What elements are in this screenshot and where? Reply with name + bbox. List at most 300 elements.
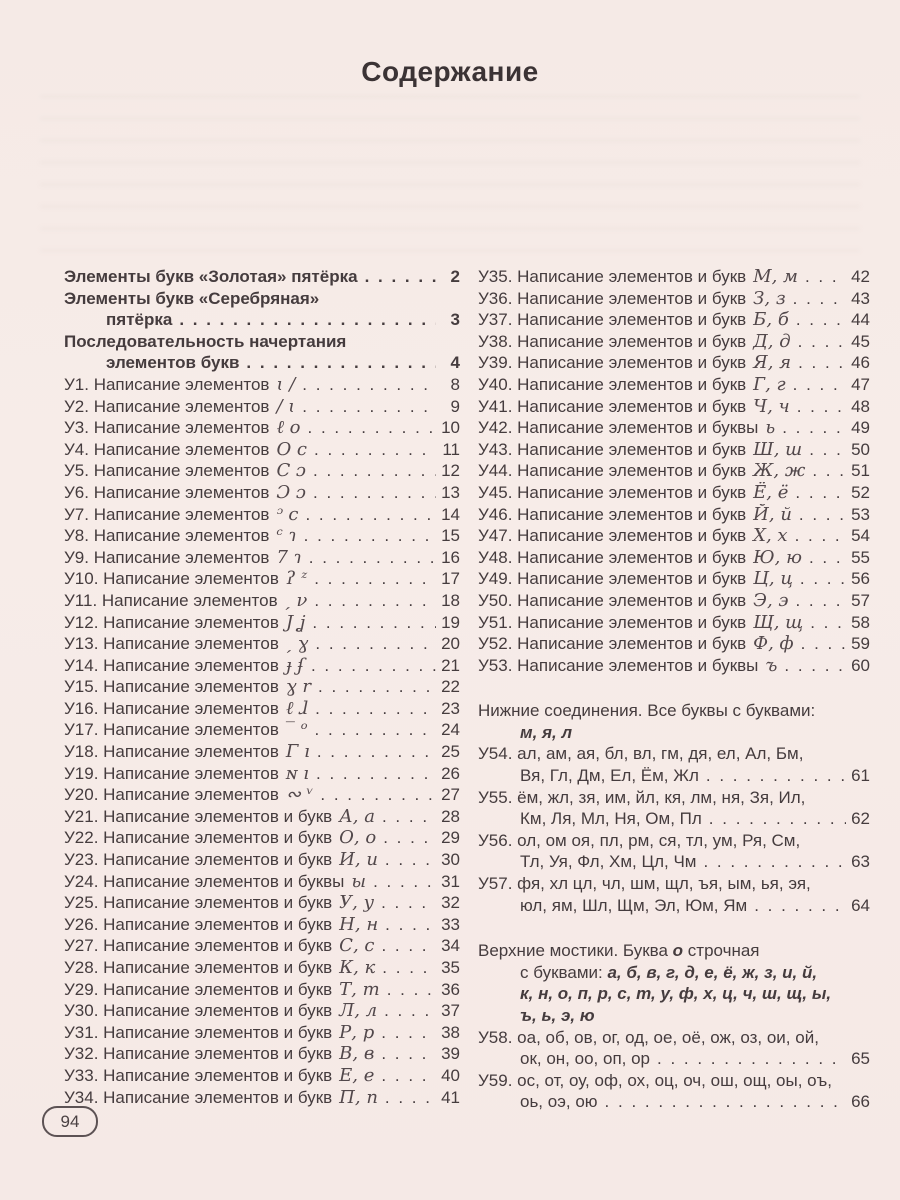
cursive-letter-sample: ы xyxy=(351,870,367,892)
page-ref: 13 xyxy=(441,482,460,502)
toc-entry-label: У31. Написание элементов и букв xyxy=(64,1022,333,1042)
toc-entry-label: У13. Написание элементов xyxy=(64,634,279,654)
page-ref: 42 xyxy=(851,267,870,286)
toc-entry-label: У11. Написание элементов xyxy=(64,590,278,610)
cursive-letter-sample: Л, л xyxy=(339,1000,378,1022)
toc-row xyxy=(478,873,870,895)
dot-leader xyxy=(314,568,436,590)
toc-entry-label: У21. Написание элементов и букв xyxy=(64,806,333,826)
dot-leader xyxy=(706,765,846,787)
page-number-badge: 94 xyxy=(42,1106,98,1137)
page-ref: 55 xyxy=(851,547,870,567)
dot-leader xyxy=(784,655,846,677)
section-header-letter: о xyxy=(672,941,684,961)
toc-row xyxy=(478,504,870,526)
cursive-letter-sample: ‾ ᵒ xyxy=(285,719,308,741)
toc-row xyxy=(64,374,460,396)
page-ref: 38 xyxy=(441,1022,460,1042)
cursive-letter-sample: Ɔ ɔ xyxy=(276,481,307,503)
toc-row xyxy=(478,288,870,310)
toc-entry-label: У30. Написание элементов и букв xyxy=(64,1001,333,1021)
page-ref: 15 xyxy=(441,526,460,546)
cursive-letter-sample: Д, д xyxy=(753,330,791,352)
page-ref: 22 xyxy=(441,677,460,697)
page-ref: 37 xyxy=(441,1001,460,1021)
page-ref: 9 xyxy=(450,396,460,416)
dot-leader xyxy=(314,590,436,612)
cursive-letter-sample: Ш, ш xyxy=(753,438,803,460)
toc-row xyxy=(64,741,460,763)
toc-row xyxy=(64,439,460,461)
toc-entry-label: У6. Написание элементов xyxy=(64,482,270,502)
toc-row xyxy=(478,1091,870,1113)
toc-entry-label: У12. Написание элементов xyxy=(64,612,279,632)
toc-entry-label: У45. Написание элементов и букв xyxy=(478,482,747,502)
page-ref: 62 xyxy=(851,809,870,829)
toc-entry-label: У55. ём, жл, зя, им, йл, кя, лм, ня, Зя, Ил, xyxy=(478,787,806,807)
toc-entry-cont: Тл, Уя, Фл, Хм, Цл, Чм xyxy=(520,852,697,872)
toc-row xyxy=(64,417,460,439)
toc-entry-label: У37. Написание элементов и букв xyxy=(478,310,747,330)
toc-entry-label: У53. Написание элементов и буквы xyxy=(478,655,759,675)
toc-entry-label: У15. Написание элементов xyxy=(64,677,279,697)
toc-row xyxy=(478,895,870,917)
page-ref: 36 xyxy=(441,979,460,999)
toc-entry-label: У41. Написание элементов и букв xyxy=(478,396,747,416)
toc-column-right xyxy=(478,266,870,1113)
cursive-letter-sample: К, к xyxy=(339,957,376,978)
dot-leader xyxy=(387,979,436,1001)
toc-row xyxy=(478,765,870,787)
page-ref: 56 xyxy=(851,569,870,589)
page-ref: 40 xyxy=(441,1065,460,1085)
toc-row xyxy=(64,763,460,785)
cursive-letter-sample: О, о xyxy=(339,827,377,849)
dot-leader xyxy=(315,633,436,655)
page-ref: 3 xyxy=(450,310,460,330)
toc-row xyxy=(64,352,460,374)
page-ref: 24 xyxy=(441,720,460,740)
toc-row xyxy=(478,1048,870,1070)
page-ref: 61 xyxy=(851,766,870,786)
toc-row xyxy=(64,892,460,914)
toc-entry-label: У43. Написание элементов и букв xyxy=(478,439,747,459)
cursive-letter-sample: ь xyxy=(765,417,776,439)
cursive-letter-sample: ˏ ɣ xyxy=(285,633,309,655)
toc-entry-title: Элементы букв «Золотая» пятёрка xyxy=(64,267,358,286)
dot-leader xyxy=(313,482,436,504)
dot-leader xyxy=(798,331,846,353)
dot-leader xyxy=(315,719,436,741)
page-ref: 41 xyxy=(441,1087,460,1107)
section-letters: ъ, ь, э, ю xyxy=(520,1006,595,1025)
toc-entry-label: У14. Написание элементов xyxy=(64,655,279,675)
toc-entry-label: У3. Написание элементов xyxy=(64,418,270,438)
section-header: Нижние соединения. Все буквы с буквами: xyxy=(478,701,816,721)
page-ref: 26 xyxy=(441,763,460,783)
toc-row xyxy=(478,482,870,504)
toc-entry-label: У1. Написание элементов xyxy=(64,374,270,394)
toc-row xyxy=(64,698,460,720)
toc-row xyxy=(64,979,460,1001)
toc-entry-label: У27. Написание элементов и букв xyxy=(64,936,333,956)
cursive-letter-sample: Я, я xyxy=(753,352,792,374)
cursive-letter-sample: ℓ ɺ xyxy=(285,697,309,719)
toc-entry-label: У56. ол, ом оя, пл, рм, ся, тл, ум, Ря, См, xyxy=(478,830,801,850)
page-ref: 53 xyxy=(851,504,870,524)
toc-row xyxy=(64,1000,460,1022)
toc-row xyxy=(478,655,870,677)
toc-entry-label: У20. Написание элементов xyxy=(64,785,279,805)
page-ref: 27 xyxy=(441,785,460,805)
cursive-letter-sample: Р, р xyxy=(339,1021,375,1043)
toc-row xyxy=(478,590,870,612)
page-ref: 4 xyxy=(450,353,460,373)
dot-leader xyxy=(385,914,436,936)
page-ref: 18 xyxy=(441,590,460,610)
toc-entry-label: У40. Написание элементов и букв xyxy=(478,374,747,394)
page-ref: 65 xyxy=(851,1049,870,1069)
page-ref: 35 xyxy=(441,958,460,977)
cursive-letter-sample: ъ xyxy=(765,654,778,676)
toc-row xyxy=(478,331,870,353)
page-ref: 52 xyxy=(851,482,870,502)
cursive-letter-sample: ˏ ν xyxy=(284,589,308,611)
page-ref: 34 xyxy=(441,936,460,956)
toc-entry-cont: ок, он, оо, оп, ор xyxy=(520,1049,650,1069)
cursive-letter-sample: Т, т xyxy=(339,978,380,1000)
cursive-letter-sample: М, м xyxy=(753,266,798,287)
page-ref: 33 xyxy=(441,914,460,934)
section-letters: к, н, о, п, р, с, т, у, ф, х, ц, ч, ш, щ, ы, xyxy=(520,984,832,1004)
section-subline: с буквами: а, б, в, г, д, е, ё, ж, з, и, й, xyxy=(520,962,818,982)
page-ref: 8 xyxy=(450,374,460,394)
dot-leader xyxy=(810,612,846,634)
cursive-letter-sample: Е, е xyxy=(339,1064,375,1086)
toc-entry-title-cont: пятёрка xyxy=(106,310,173,330)
cursive-letter-sample: ɟ ʄ xyxy=(285,654,304,676)
dot-leader xyxy=(385,1087,436,1109)
dot-leader xyxy=(383,827,436,849)
toc-entry-label: У38. Написание элементов и букв xyxy=(478,331,747,351)
toc-entry-label: У52. Написание элементов и букв xyxy=(478,634,747,654)
section-letters: м, я, л xyxy=(520,722,573,742)
dot-leader xyxy=(795,590,846,612)
toc-row xyxy=(64,1022,460,1044)
dot-leader xyxy=(812,460,846,482)
toc-row xyxy=(64,633,460,655)
cursive-letter-sample: Х, х xyxy=(753,525,788,547)
toc-entry-label: У24. Написание элементов и буквы xyxy=(64,871,345,891)
dot-leader xyxy=(318,676,436,698)
page-ref: 32 xyxy=(441,893,460,913)
cursive-letter-sample: Г, г xyxy=(753,373,786,395)
toc-row xyxy=(478,722,870,744)
page-ref: 12 xyxy=(441,461,460,481)
page-ref: 50 xyxy=(851,439,870,459)
cursive-letter-sample: И, и xyxy=(339,849,378,871)
page-ref: 30 xyxy=(441,850,460,870)
dot-leader xyxy=(657,1048,846,1070)
cursive-letter-sample: Ж, ж xyxy=(753,460,806,482)
page-ref: 63 xyxy=(851,852,870,872)
toc-row xyxy=(478,417,870,439)
toc-column-left xyxy=(64,266,460,1108)
cursive-letter-sample: Γ ı xyxy=(285,741,310,763)
page-ref: 66 xyxy=(851,1092,870,1112)
toc-row xyxy=(64,1043,460,1065)
cursive-letter-sample: ℓ o xyxy=(276,417,301,439)
toc-row xyxy=(64,957,460,979)
toc-entry-label: У44. Написание элементов и букв xyxy=(478,461,747,481)
section-subline xyxy=(520,1005,595,1027)
toc-entry-label: У7. Написание элементов xyxy=(64,504,270,524)
page-ref: 49 xyxy=(851,418,870,438)
toc-row xyxy=(64,309,460,331)
toc-row xyxy=(478,374,870,396)
dot-leader xyxy=(308,417,437,439)
dot-leader xyxy=(809,439,846,461)
toc-entry-label: У50. Написание элементов и букв xyxy=(478,590,747,610)
toc-entry-label: У18. Написание элементов xyxy=(64,742,279,762)
cursive-letter-sample: Ю, ю xyxy=(753,546,802,568)
dot-leader xyxy=(384,1000,436,1022)
section-subline xyxy=(520,983,831,1005)
page-ref: 47 xyxy=(851,374,870,394)
toc-row xyxy=(478,940,870,962)
page-ref: 48 xyxy=(851,396,870,416)
cursive-letter-sample: 7 ɿ xyxy=(276,546,302,568)
toc-entry-cont: Км, Ля, Мл, Ня, Ом, Пл xyxy=(520,809,702,829)
cursive-letter-sample: В, в xyxy=(339,1043,375,1065)
cursive-letter-sample: Э, э xyxy=(753,589,789,611)
dot-leader xyxy=(782,417,846,439)
toc-row xyxy=(478,460,870,482)
page-ref: 2 xyxy=(450,267,460,286)
section-letters: а, б, в, г, д, е, ё, ж, з, и, й, xyxy=(607,962,818,982)
toc-row xyxy=(64,331,460,353)
toc-row xyxy=(478,612,870,634)
dot-leader xyxy=(798,352,846,374)
page-ref: 46 xyxy=(851,353,870,373)
cursive-letter-sample: П, п xyxy=(339,1086,378,1108)
toc-row xyxy=(478,1070,870,1092)
toc-row xyxy=(478,983,870,1005)
toc-row xyxy=(64,590,460,612)
toc-row xyxy=(478,743,870,765)
toc-row xyxy=(64,784,460,806)
page-ref: 29 xyxy=(441,828,460,848)
cursive-letter-sample: Ё, ё xyxy=(753,481,789,503)
dot-leader xyxy=(373,871,436,893)
toc-row xyxy=(478,1005,870,1027)
cursive-letter-sample: З, з xyxy=(753,287,786,309)
page-ref: 14 xyxy=(441,504,460,524)
toc-row xyxy=(64,266,460,288)
dot-leader xyxy=(179,309,436,331)
page-ref: 64 xyxy=(851,895,870,915)
toc-entry-label: У28. Написание элементов и букв xyxy=(64,958,333,977)
cursive-letter-sample: Ф, ф xyxy=(753,633,794,655)
cursive-letter-sample: ɩ / xyxy=(276,373,296,395)
page-ref: 45 xyxy=(851,331,870,351)
cursive-letter-sample: А, а xyxy=(339,805,375,827)
toc-row xyxy=(64,396,460,418)
toc-entry-label: У32. Написание элементов и букв xyxy=(64,1044,333,1064)
toc-entry-title: Последовательность начертания xyxy=(64,331,347,351)
cursive-letter-sample: ʔ ᶻ xyxy=(285,568,308,590)
dot-leader xyxy=(754,895,846,917)
page-ref: 60 xyxy=(851,655,870,675)
dot-leader xyxy=(800,568,846,590)
toc-entry-cont: Вя, Гл, Дм, Ел, Ём, Жл xyxy=(520,766,699,786)
dot-leader xyxy=(795,482,846,504)
cursive-letter-sample: ɣ r xyxy=(285,676,312,698)
toc-row xyxy=(478,787,870,809)
toc-entry-label: У9. Написание элементов xyxy=(64,547,270,567)
dot-leader xyxy=(317,741,436,763)
toc-entry-label: У39. Написание элементов и букв xyxy=(478,353,747,373)
toc-entry-label: У51. Написание элементов и букв xyxy=(478,612,747,632)
toc-row xyxy=(478,396,870,418)
dot-leader xyxy=(385,849,436,871)
toc-row xyxy=(478,962,870,984)
dot-leader xyxy=(796,309,846,331)
dot-leader xyxy=(799,504,846,526)
toc-row xyxy=(64,655,460,677)
toc-row xyxy=(64,482,460,504)
toc-row xyxy=(64,849,460,871)
dot-leader xyxy=(605,1091,846,1113)
page-title: Содержание xyxy=(361,56,539,87)
toc-row xyxy=(478,808,870,830)
toc-entry-label: У17. Написание элементов xyxy=(64,720,279,740)
toc-entry-label: У23. Написание элементов и букв xyxy=(64,850,333,870)
dot-leader xyxy=(381,892,436,914)
dot-leader xyxy=(381,935,436,957)
dot-leader xyxy=(797,396,846,418)
page-ref: 44 xyxy=(851,310,870,330)
cursive-letter-sample: O c xyxy=(276,438,307,460)
dot-leader xyxy=(381,1043,436,1065)
toc-row xyxy=(64,935,460,957)
page-ref: 58 xyxy=(851,612,870,632)
toc-row xyxy=(478,851,870,873)
page-ref: 23 xyxy=(441,698,460,718)
dot-leader xyxy=(314,439,436,461)
page-ref: 11 xyxy=(442,439,460,459)
cursive-letter-sample: У, у xyxy=(339,892,375,914)
toc-entry-title-cont: элементов букв xyxy=(106,353,240,373)
toc-entry-cont: юл, ям, Шл, Щм, Эл, Юм, Ям xyxy=(520,895,748,915)
dot-leader xyxy=(809,547,846,569)
page-ref: 54 xyxy=(851,526,870,546)
toc-row xyxy=(478,830,870,852)
dot-leader xyxy=(302,396,436,418)
page-ref: 51 xyxy=(851,461,870,481)
toc-entry-label: У10. Написание элементов xyxy=(64,569,279,589)
page-ref: 17 xyxy=(441,569,460,589)
cursive-letter-sample: C ɔ xyxy=(276,460,307,482)
toc-entry-label: У35. Написание элементов и букв xyxy=(478,267,747,286)
toc-entry-label: У36. Написание элементов и букв xyxy=(478,288,747,308)
toc-entry-label: У46. Написание элементов и букв xyxy=(478,504,747,524)
toc-row xyxy=(478,568,870,590)
toc-row xyxy=(64,504,460,526)
dot-leader xyxy=(703,851,846,873)
toc-entry-label: У22. Написание элементов и букв xyxy=(64,828,333,848)
toc-row xyxy=(64,827,460,849)
toc-entry-label: У4. Написание элементов xyxy=(64,439,270,459)
toc-row xyxy=(64,288,460,310)
toc-row xyxy=(478,309,870,331)
page-ref: 25 xyxy=(441,742,460,762)
toc-row xyxy=(64,806,460,828)
dot-leader xyxy=(302,374,436,396)
dot-leader xyxy=(365,266,436,288)
toc-row xyxy=(478,700,870,722)
cursive-letter-sample: Ц, ц xyxy=(753,568,793,590)
dot-leader xyxy=(309,547,436,569)
toc-row xyxy=(478,1027,870,1049)
cursive-letter-sample: ᵓ c xyxy=(276,503,299,525)
toc-row xyxy=(64,1087,460,1109)
dot-leader xyxy=(381,1022,436,1044)
toc-entry-label: У34. Написание элементов и букв xyxy=(64,1087,333,1107)
toc-entry-label: У47. Написание элементов и букв xyxy=(478,526,747,546)
page-ref: 57 xyxy=(851,590,870,610)
toc-entry-title: Элементы букв «Серебряная» xyxy=(64,288,320,308)
cursive-letter-sample: Б, б xyxy=(753,309,789,331)
toc-entry-label: У8. Написание элементов xyxy=(64,526,270,546)
toc-entry-label: У25. Написание элементов и букв xyxy=(64,893,333,913)
cursive-letter-sample: ɴ ı xyxy=(285,762,309,784)
toc-entry-label: У26. Написание элементов и букв xyxy=(64,914,333,934)
toc-entry-label: У29. Написание элементов и букв xyxy=(64,979,333,999)
dot-leader xyxy=(246,352,436,374)
cursive-letter-sample: J ʝ xyxy=(285,611,306,633)
page-ref: 39 xyxy=(441,1044,460,1064)
toc-entry-label: У2. Написание элементов xyxy=(64,396,270,416)
dot-leader xyxy=(381,1065,436,1087)
dot-leader xyxy=(316,763,436,785)
page-ref: 31 xyxy=(441,871,460,891)
toc-row xyxy=(64,871,460,893)
dot-leader xyxy=(304,525,436,547)
toc-entry-label: У48. Написание элементов и букв xyxy=(478,547,747,567)
toc-row xyxy=(64,1065,460,1087)
toc-entry-label: У59. ос, от, оу, оф, ох, оц, оч, ош, ощ, оы, оъ, xyxy=(478,1070,832,1090)
section-header: Верхние мостики. Буква о строчная xyxy=(478,941,760,961)
toc-row xyxy=(64,568,460,590)
cursive-letter-sample: ᶜ ɿ xyxy=(276,525,297,547)
toc-entry-label: У16. Написание элементов xyxy=(64,698,279,718)
toc-row xyxy=(64,612,460,634)
toc-entry-label: У42. Написание элементов и буквы xyxy=(478,418,759,438)
dot-leader xyxy=(305,504,436,526)
toc-entry-cont: оь, оэ, ою xyxy=(520,1092,598,1112)
toc-row xyxy=(64,676,460,698)
toc-entry-label: У58. оа, об, ов, ог, од, ое, оё, ож, оз, ои, ой, xyxy=(478,1027,819,1047)
dot-leader xyxy=(793,374,846,396)
dot-leader xyxy=(805,266,846,288)
page-ref: 43 xyxy=(851,288,870,308)
toc-row xyxy=(478,439,870,461)
toc-row xyxy=(64,719,460,741)
page-ref: 10 xyxy=(441,418,460,438)
dot-leader xyxy=(709,808,846,830)
dot-leader xyxy=(793,288,846,310)
